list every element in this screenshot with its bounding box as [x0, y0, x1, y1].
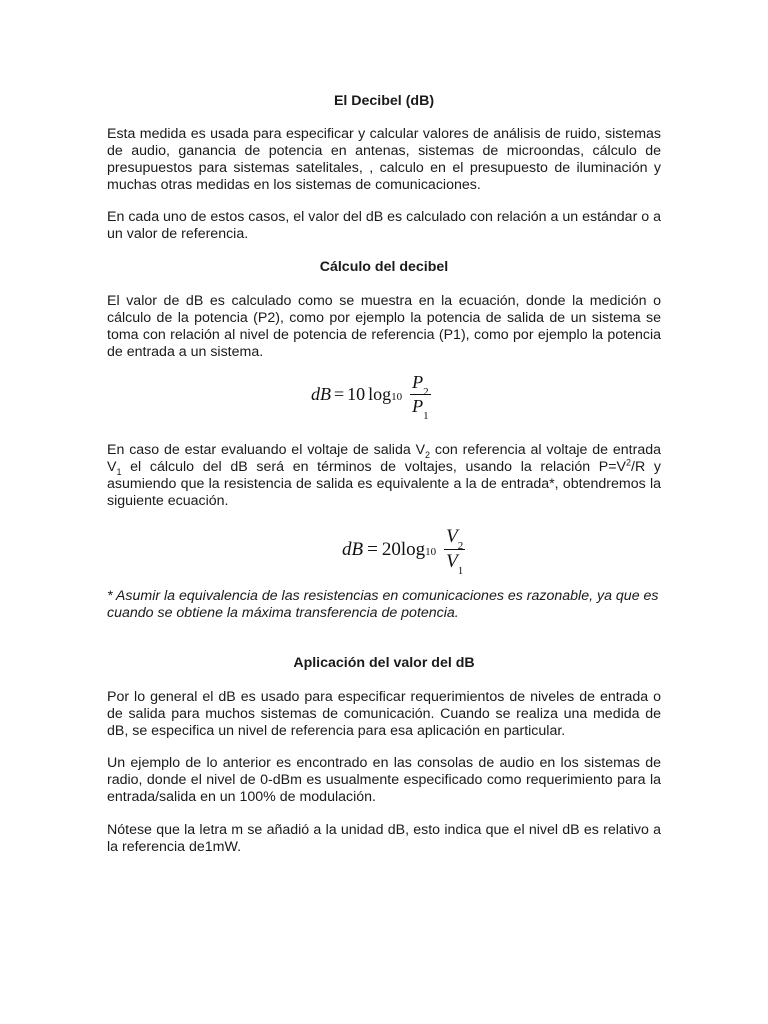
paragraph-intro: Esta medida es usada para especificar y calcular valores de análisis de ruido, sistemas de audio, ganancia de potencia en antenas, sistemas de microondas, cálculo de presupuestos para sistemas satelitales, , calculo en el presupuesto de iluminación y muchas otras medidas en los sistemas de comunicaciones. [107, 126, 661, 193]
heading-calculo: Cálculo del decibel [319, 259, 449, 275]
voltage-sup-3: 2 [626, 457, 632, 468]
voltage-text-3: el cálculo del dB será en términos de voltajes, usando la relación P=V [121, 459, 627, 475]
equation-power-db: dB = 10 log $_{10}$ $\frac{P_2}{P_1}$ [311, 372, 429, 422]
eq1-log: log [368, 384, 392, 404]
eq1-equals: = [334, 384, 345, 404]
eq2-num-sub: 2 [457, 539, 464, 552]
voltage-text-1: En caso de estar evaluando el voltaje de salida V [107, 442, 426, 458]
eq2-den-sub: 1 [457, 564, 464, 577]
eq1-num-sub: 2 [423, 385, 429, 398]
voltage-sub-2: 1 [116, 466, 122, 477]
eq2-equals: = [367, 538, 378, 560]
paragraph-dbm-note: Nótese que la letra m se añadió a la unidad dB, esto indica que el nivel dB es relativo a la referencia de1mW. [107, 822, 661, 855]
footnote: * Asumir la equivalencia de las resistencias en comunicaciones es razonable, ya que es cuando se obtiene la máxima transferencia de potencia. [107, 588, 659, 621]
eq1-den-var: P [412, 396, 424, 416]
document-title: El Decibel (dB) [333, 93, 435, 109]
eq2-denominator [444, 550, 465, 577]
eq1-fraction [410, 372, 431, 422]
eq1-numerator [410, 372, 431, 398]
eq1-num-var: P [412, 372, 424, 392]
paragraph-reference: En cada uno de estos casos, el valor del dB es calculado con relación a un estándar o a un valor de referencia. [107, 209, 661, 242]
eq2-num-var: V [446, 526, 458, 547]
eq2-lhs: dB [342, 538, 364, 560]
eq1-denominator [410, 395, 431, 422]
eq1-lhs: dB [311, 384, 331, 404]
eq2-den-var: V [446, 551, 458, 572]
eq2-numerator [444, 526, 465, 550]
eq2-log: log [400, 538, 426, 560]
equation-voltage-db: dB = 20 log $_{10}$ $\frac{V_2}{V_1}$ [342, 526, 464, 577]
voltage-sub-1: 2 [425, 449, 431, 460]
eq1-coef: 10 [347, 384, 366, 404]
voltage-text-4: /R y asumiendo que la resistencia de salida es equivalente a la de entrada*, obtendremos la siguiente ecuación. [107, 459, 661, 509]
paragraph-application: Por lo general el dB es usado para especificar requerimientos de niveles de entrada o de salida para muchos sistemas de comunicación. Cuando se realiza una medida de dB, se especifica un nivel de referencia para esa aplicación en particular. [107, 689, 661, 739]
paragraph-example: Un ejemplo de lo anterior es encontrado en las consolas de audio en los sistemas de radio, donde el nivel de 0-dBm es usualmente especificado como requerimiento para la entrada/salida en un 100% de modulación. [107, 755, 661, 805]
eq1-den-sub: 1 [423, 409, 429, 422]
eq2-fraction [444, 526, 465, 577]
voltage-text-2: con referencia al voltaje de entrada V [107, 442, 661, 475]
eq2-coef: 20 [381, 538, 401, 560]
heading-aplicacion: Aplicación del valor del dB [293, 655, 475, 671]
paragraph-voltage [107, 442, 661, 510]
paragraph-calculation: El valor de dB es calculado como se muestra en la ecuación, donde la medición o cálculo de la potencia (P2), como por ejemplo la potencia de salida de un sistema se toma con relación al nivel de potencia de referencia (P1), como por ejemplo la potencia de entrada a un sistema. [107, 293, 661, 360]
